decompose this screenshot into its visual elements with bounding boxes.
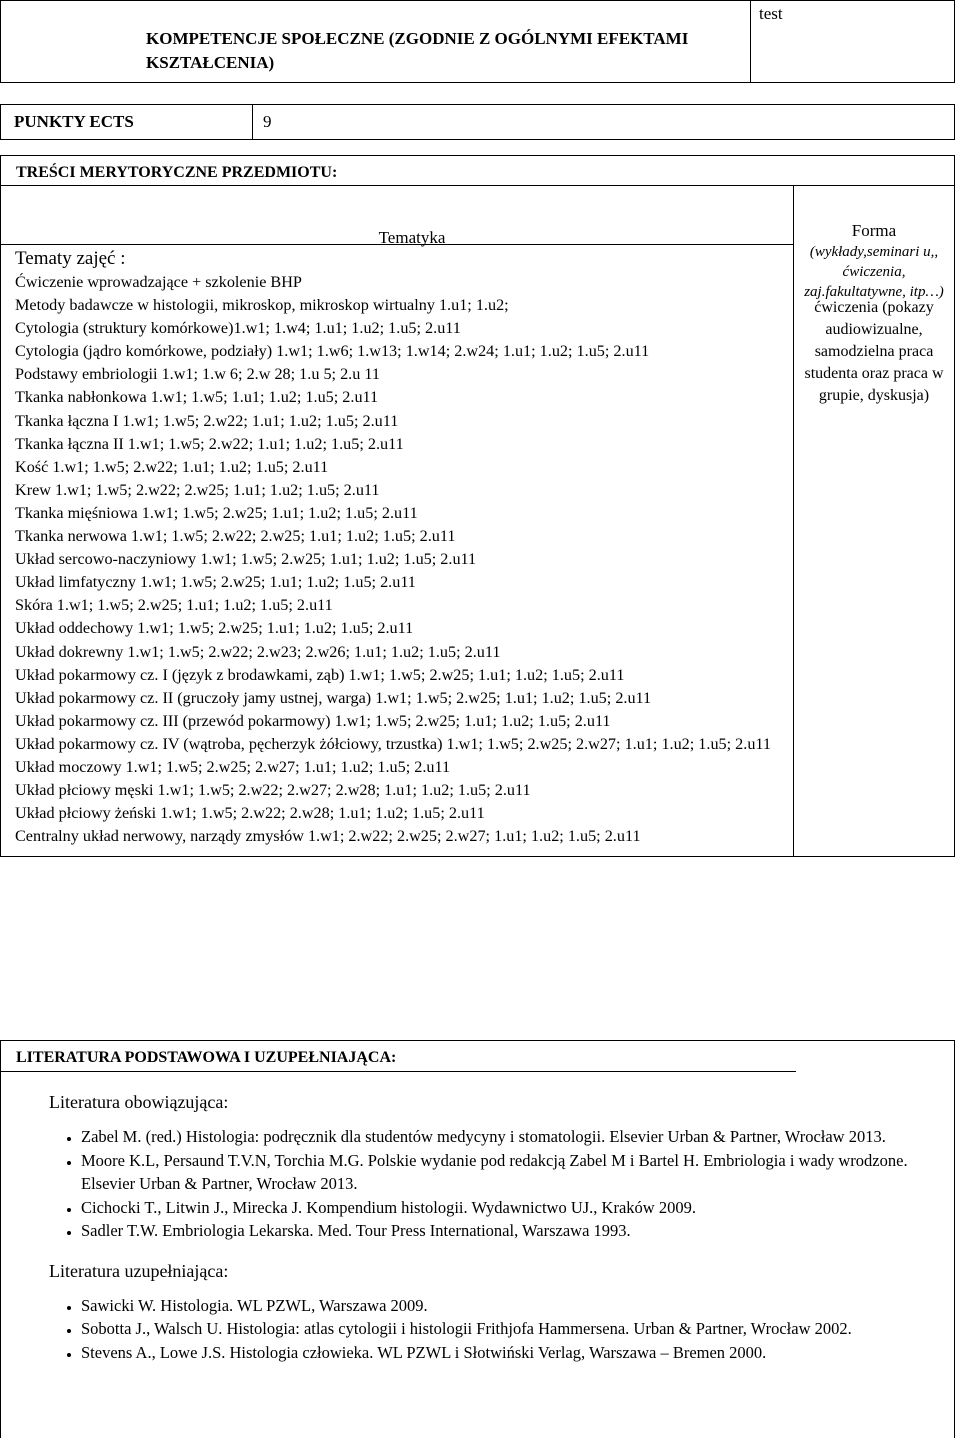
- topic-item: Układ płciowy żeński 1.w1; 1.w5; 2.w22; 2.w28; 1.u1; 1.u2; 1.u5; 2.u11: [15, 804, 485, 823]
- topic-item: Tkanka łączna I 1.w1; 1.w5; 2.w22; 1.u1; 1.u2; 1.u5; 2.u11: [15, 411, 399, 430]
- topic-item: Krew 1.w1; 1.w5; 2.w22; 2.w25; 1.u1; 1.u2; 1.u5; 2.u11: [15, 480, 380, 499]
- topic-item: Tkanka nerwowa 1.w1; 1.w5; 2.w22; 2.w25; 1.u1; 1.u2; 1.u5; 2.u11: [15, 527, 456, 546]
- topic-item: Układ pokarmowy cz. I (język z brodawkami, ząb) 1.w1; 1.w5; 2.w25; 1.u1; 1.u2; 1.u5; 2.u11: [15, 665, 625, 684]
- ects-table: [0, 104, 955, 140]
- literature-item: • Moore K.L, Persaund T.V.N, Torchia M.G. Polskie wydanie pod redakcją Zabel M i Bartel H. Embriologia i wady wrodzone. Elsevier Urban & Partner, Wrocław 2013.: [81, 1149, 954, 1196]
- topic-item: Ćwiczenie wprowadzające + szkolenie BHP: [15, 273, 302, 291]
- literature-section: [0, 1040, 955, 1438]
- supplementary-list: [1, 1294, 954, 1365]
- topic-item: Tkanka łączna II 1.w1; 1.w5; 2.w22; 1.u1; 1.u2; 1.u5; 2.u11: [15, 434, 404, 453]
- form-hint: (wykłady,seminari u,, ćwiczenia, zaj.fakultatywne, itp…): [804, 244, 944, 300]
- form-value: ćwiczenia (pokazy audiowizualne, samodzielna praca studenta oraz praca w grupie, dyskusja): [804, 299, 944, 404]
- literature-item: • Sadler T.W. Embriologia Lekarska. Med. Tour Press International, Warszawa 1993.: [81, 1219, 954, 1243]
- ects-label: PUNKTY ECTS: [1, 105, 253, 140]
- literature-item: • Zabel M. (red.) Histologia: podręcznik dla studentów medycyny i stomatologii. Elsevier Urban & Partner, Wrocław 2013.: [81, 1125, 954, 1149]
- test-value: test: [751, 1, 955, 83]
- supplementary-heading: Literatura uzupełniająca:: [49, 1260, 229, 1281]
- competences-table: [0, 0, 955, 83]
- topic-item: Cytologia (struktury komórkowe)1.w1; 1.w4; 1.u1; 1.u2; 1.u5; 2.u11: [15, 319, 461, 338]
- topics-heading: Tematy zajęć :: [15, 248, 126, 269]
- literature-item: • Sawicki W. Histologia. WL PZWL, Warszawa 2009.: [81, 1294, 954, 1318]
- topic-item: Układ dokrewny 1.w1; 1.w5; 2.w22; 2.w23; 2.w26; 1.u1; 1.u2; 1.u5; 2.u11: [15, 642, 501, 661]
- topic-item: Układ pokarmowy cz. II (gruczoły jamy ustnej, warga) 1.w1; 1.w5; 2.w25; 1.u1; 1.u2; 1.u5; 2.u11: [15, 688, 652, 707]
- literature-title: LITERATURA PODSTAWOWA I UZUPEŁNIAJĄCA:: [16, 1049, 397, 1066]
- topic-item: Tkanka nabłonkowa 1.w1; 1.w5; 1.u1; 1.u2; 1.u5; 2.u11: [15, 388, 379, 407]
- section-title: TREŚCI MERYTORYCZNE PRZEDMIOTU:: [1, 156, 955, 186]
- topic-item: Centralny układ nerwowy, narządy zmysłów 1.w1; 2.w22; 2.w25; 2.w27; 1.u1; 1.u2; 1.u5; 2.u11: [15, 827, 641, 846]
- form-column: [794, 186, 955, 857]
- topics-column: [1, 186, 794, 857]
- required-heading: Literatura obowiązująca:: [49, 1092, 229, 1112]
- literature-item: • Cichocki T., Litwin J., Mirecka J. Kompendium histologii. Wydawnictwo UJ., Kraków 2009.: [81, 1196, 954, 1220]
- form-header: [794, 186, 954, 300]
- required-list: [1, 1125, 954, 1243]
- topic-item: Cytologia (jądro komórkowe, podziały) 1.w1; 1.w6; 1.w13; 1.w14; 2.w24; 1.u1; 1.u2; 1.u5; 2.u11: [15, 342, 650, 361]
- ects-value: 9: [253, 105, 955, 140]
- literature-item: • Stevens A., Lowe J.S. Histologia człowieka. WL PZWL i Słotwiński Verlag, Warszawa – Bremen 2000.: [81, 1341, 954, 1365]
- topic-item: Układ płciowy męski 1.w1; 1.w5; 2.w22; 2.w27; 2.w28; 1.u1; 1.u2; 1.u5; 2.u11: [15, 781, 531, 800]
- topic-item: Układ limfatyczny 1.w1; 1.w5; 2.w25; 1.u1; 1.u2; 1.u5; 2.u11: [15, 573, 416, 592]
- topic-item: Tkanka mięśniowa 1.w1; 1.w5; 2.w25; 1.u1; 1.u2; 1.u5; 2.u11: [15, 503, 418, 522]
- topic-item: Metody badawcze w histologii, mikroskop, mikroskop wirtualny 1.u1; 1.u2;: [15, 296, 509, 315]
- literature-item: • Sobotta J., Walsch U. Histologia: atlas cytologii i histologii Frithjofa Hammersena. Urban & Partner, Wrocław 2002.: [81, 1317, 954, 1341]
- topic-item: Układ pokarmowy cz. III (przewód pokarmowy) 1.w1; 1.w5; 2.w25; 1.u1; 1.u2; 1.u5; 2.u11: [15, 711, 611, 730]
- topic-item: Układ pokarmowy cz. IV (wątroba, pęcherzyk żółciowy, trzustka) 1.w1; 1.w5; 2.w25; 2.w27; 1.u1; 1.u2; 1.u5; 2.u11: [15, 734, 772, 753]
- topic-item: Układ oddechowy 1.w1; 1.w5; 2.w25; 1.u1; 1.u2; 1.u5; 2.u11: [15, 619, 414, 638]
- topic-item: Układ moczowy 1.w1; 1.w5; 2.w25; 2.w27; 1.u1; 1.u2; 1.u5; 2.u11: [15, 757, 451, 776]
- form-label: Forma: [851, 221, 897, 240]
- topic-item: Skóra 1.w1; 1.w5; 2.w25; 1.u1; 1.u2; 1.u5; 2.u11: [15, 596, 333, 615]
- tematyka-header: Tematyka: [378, 228, 446, 247]
- topic-item: Układ sercowo-naczyniowy 1.w1; 1.w5; 2.w25; 1.u1; 1.u2; 1.u5; 2.u11: [15, 550, 477, 569]
- topic-item: Podstawy embriologii 1.w1; 1.w 6; 2.w 28; 1.u 5; 2.u 11: [15, 365, 380, 384]
- topic-item: Kość 1.w1; 1.w5; 2.w22; 1.u1; 1.u2; 1.u5; 2.u11: [15, 457, 329, 476]
- topics-list: [1, 244, 793, 856]
- competences-title: KOMPETENCJE SPOŁECZNE (ZGODNIE Z OGÓLNYMI EFEKTAMI KSZTAŁCENIA): [1, 1, 751, 83]
- content-table: [0, 155, 955, 857]
